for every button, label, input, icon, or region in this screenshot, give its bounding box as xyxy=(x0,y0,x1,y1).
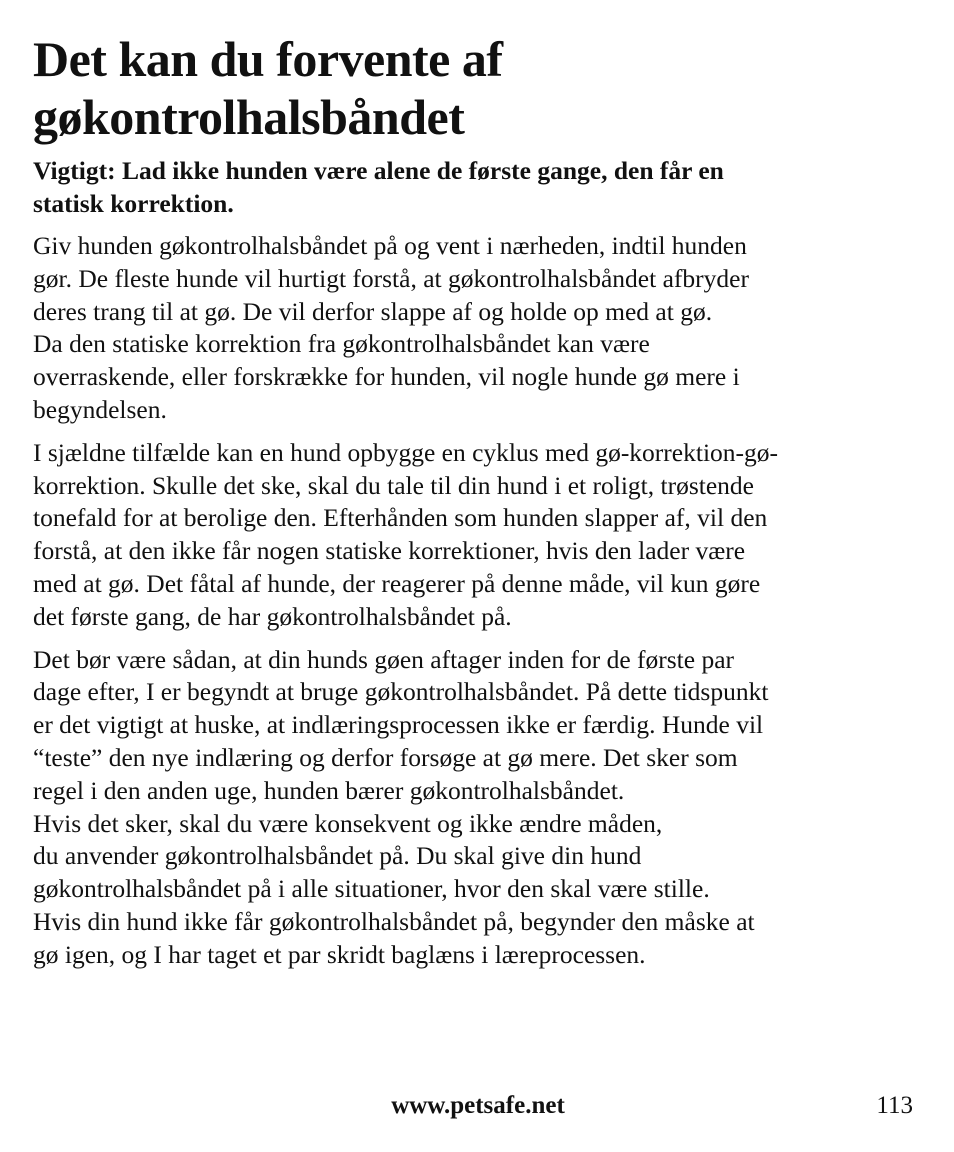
body-paragraph-2 xyxy=(33,437,923,634)
text-line: det første gang, de har gøkontrolhalsbåndet på. xyxy=(33,601,512,631)
text-line: begyndelsen. xyxy=(33,394,167,424)
text-line: gøkontrolhalsbåndet på i alle situationer, hvor den skal være stille. xyxy=(33,874,710,904)
text-line: tonefald for at berolige den. Efterhånden som hunden slapper af, vil den xyxy=(33,503,768,533)
text-line: du anvender gøkontrolhalsbåndet på. Du skal give din hund xyxy=(33,841,642,871)
text-line: gør. De fleste hunde vil hurtigt forstå, at gøkontrolhalsbåndet afbryder xyxy=(33,263,749,293)
text-line: er det vigtigt at huske, at indlæringsprocessen ikke er færdig. Hunde vil xyxy=(33,710,764,740)
text-line: deres trang til at gø. De vil derfor slappe af og holde op med at gø. xyxy=(33,296,713,326)
text-line: korrektion. Skulle det ske, skal du tale til din hund i et roligt, trøstende xyxy=(33,470,754,500)
footer-website-link[interactable] xyxy=(0,1090,954,1122)
body-paragraph-1 xyxy=(33,230,923,427)
text-line: Hvis din hund ikke får gøkontrolhalsbåndet på, begynder den måske at xyxy=(33,906,755,936)
text-line: Det bør være sådan, at din hunds gøen aftager inden for de første par xyxy=(33,644,735,674)
important-warning xyxy=(33,154,923,220)
warning-line: statisk korrektion. xyxy=(33,189,234,218)
footer-url-text: www.petsafe.net xyxy=(391,1092,565,1119)
text-line: gø igen, og I har taget et par skridt baglæns i læreprocessen. xyxy=(33,939,646,969)
text-line: I sjældne tilfælde kan en hund opbygge en cyklus med gø-korrektion-gø- xyxy=(33,437,779,467)
text-line: Hvis det sker, skal du være konsekvent og ikke ændre måden, xyxy=(33,808,663,838)
text-line: Da den statiske korrektion fra gøkontrolhalsbåndet kan være xyxy=(33,329,650,359)
page-title-line: Det kan du forvente af xyxy=(33,31,503,87)
text-line: Giv hunden gøkontrolhalsbåndet på og vent i nærheden, indtil hunden xyxy=(33,231,747,260)
text-line: dage efter, I er begyndt at bruge gøkontrolhalsbåndet. På dette tidspunkt xyxy=(33,677,769,707)
text-line: forstå, at den ikke får nogen statiske korrektioner, hvis den lader være xyxy=(33,536,746,566)
document-page xyxy=(33,30,923,972)
text-line: “teste” den nye indlæring og derfor forsøge at gø mere. Det sker som xyxy=(33,742,738,772)
page-title-line: gøkontrolhalsbåndet xyxy=(33,89,465,145)
page-title xyxy=(33,30,923,146)
body-paragraph-3 xyxy=(33,644,923,972)
warning-line: Vigtigt: Lad ikke hunden være alene de første gange, den får en xyxy=(33,156,724,185)
text-line: med at gø. Det fåtal af hunde, der reagerer på denne måde, vil kun gøre xyxy=(33,568,761,598)
text-line: regel i den anden uge, hunden bærer gøkontrolhalsbåndet. xyxy=(33,775,625,805)
text-line: overraskende, eller forskrække for hunden, vil nogle hunde gø mere i xyxy=(33,362,740,392)
page-number: 113 xyxy=(876,1092,913,1119)
